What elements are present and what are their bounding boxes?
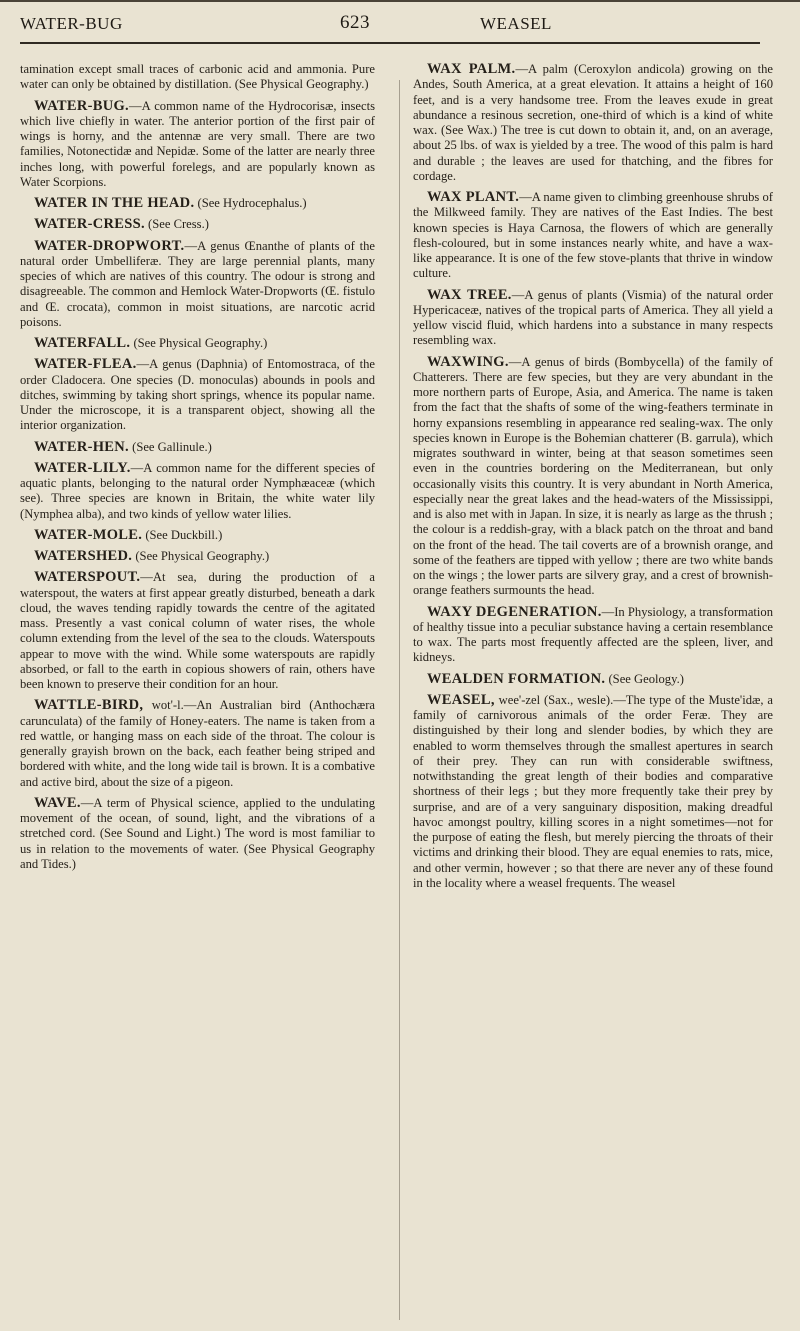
- entry-text: —In Physiology, a transformation of healthy tissue into a peculiar substance having a certain resemblance to wax. The parts most frequently affected are the spleen, liver, and kidneys.: [413, 604, 773, 665]
- entry-wave: [20, 796, 375, 872]
- entry-text: —A common name for the different species of aquatic plants, belonging to the natural order Nymphæaceæ (which see). Three species are known in Britain, the white water lily (Nymphea alba), and two kinds of yellow water lilies.: [20, 460, 375, 521]
- entry-water-dropwort: [20, 239, 375, 331]
- page-number: 623: [340, 12, 370, 33]
- entry-waxy-degeneration: [413, 605, 773, 666]
- entry-water-mole: [20, 528, 375, 543]
- right-column: [413, 62, 773, 897]
- entry-text: —A palm (Ceroxylon andicola) growing on the Andes, South America, at a great elevation. It attains a height of 160 feet, and is a very handsome tree. From the leaves exude in great abundance a resinous secretion, one-third of which is a kind of white wax. (See Wax.) The tree is cut down to obtain it, and, on an average, about 25 lbs. of wax is yielded by a tree. The wood of this palm is hard and durable ; the leaves are used for thatching, and the fibres for cordage.: [413, 62, 773, 183]
- entry-text: —A genus of plants (Vismia) of the natural order Hypericaceæ, natives of the tropical parts of America. They all yield a yellow viscid fluid, which hardens into a substance in many respects resembling wax.: [413, 287, 774, 348]
- entry-text: wot'-l.—An Australian bird (Anthochæra carunculata) of the family of Honey-eaters. The name is taken from a red wattle, or hanging mass on each side of the throat. The colour is generally grayish brown on the back, each feather being striped and bordered with white, and the long wide tail is brown. It is a combative and active bird, about the size of a pigeon.: [20, 698, 375, 789]
- headword: WATER IN THE HEAD.: [34, 195, 195, 211]
- headword: WATERFALL.: [34, 335, 131, 351]
- left-column: [20, 62, 375, 878]
- headword: WAX PALM.: [427, 61, 516, 77]
- entry-text: (See Hydrocephalus.): [194, 196, 307, 210]
- headword: WAVE.: [34, 794, 81, 811]
- headword: WATER-BUG.: [34, 97, 129, 114]
- headword: WAXWING.: [427, 353, 509, 370]
- entry-wealden-formation: [413, 672, 773, 687]
- headword: WATTLE-BIRD,: [34, 697, 144, 714]
- headword: WEALDEN FORMATION.: [427, 670, 606, 687]
- entry-wax-plant: [413, 190, 773, 282]
- entry-text: (See Cress.): [144, 217, 209, 232]
- entry-text: tamination except small traces of carbonic acid and ammonia. Pure water can only be obtained by distillation. (See Physical Geography.): [20, 62, 375, 92]
- entry-watershed: [20, 549, 375, 564]
- entry-text: —A genus (Daphnia) of Entomostraca, of the order Cladocera. One species (D. monoculas) abounds in pools and ditches, swimming by taking short springs, whence its popular name. Under the microscope, it is a transparent object, showing all the interior organization.: [20, 357, 375, 433]
- entry-wax-tree: [413, 288, 773, 349]
- headword: WATER-DROPWORT.: [34, 237, 185, 254]
- entry-water-lily: [20, 461, 375, 522]
- entry-text: —A genus of birds (Bombycella) of the family of Chatterers. There are few species, but they are very abundant in the more northern parts of Europe, Asia, and America. The name is taken from the fact that the shafts of some of the wing-feathers terminate in horny expansions resembling in appearance red sealing-wax. The only species known in Europe is the Bohemian chatterer (B. garrula), which migrates southward in winter, being at that season sometimes seen even in the countries bordering on the Mediterranean, but only occasionally visits this country. It is very abundant in North America, especially near the great lakes and the head-waters of the Mississippi, and is also met with in Japan. In size, it is nearly as large as the thrush ; the colour is a reddish-gray, with a black patch on the throat and band on the front of the head. The tail coverts are of a brownish orange, and some of the feathers are tipped with yellow ; there are two white bands on the wings ; the lower parts are silvery gray, and a crest of brownish-orange feathers surmounts the head.: [413, 354, 773, 598]
- entry-text: (See Physical Geography.): [132, 549, 270, 563]
- entry-wax-palm: [413, 62, 773, 184]
- headword: WATER-CRESS.: [34, 216, 145, 233]
- entry-text: —A name given to climbing greenhouse shrubs of the Milkweed family. They are natives of the East Indies. The best known species is Haya Carnosa, the flowers of which are generally flesh-coloured, but in some instances nearly white, and have a wax-like appearance. It is one of the few stove-plants that thrive in window culture.: [413, 190, 773, 281]
- headword: WATER-LILY.: [34, 459, 131, 476]
- headword: WATERSHED.: [34, 548, 133, 564]
- headword: WEASEL,: [427, 691, 495, 708]
- entry-water-flea: [20, 357, 375, 433]
- headword: WAX TREE.: [427, 286, 512, 303]
- entry-water-cress: [20, 217, 375, 232]
- entry-water-bug: [20, 99, 375, 191]
- header-rule: [20, 42, 760, 44]
- headword: WAX PLANT.: [427, 189, 520, 205]
- entry-text: —At sea, during the production of a waterspout, the waters at first appear greatly disturbed, beneath a dark cloud, the waves tending rapidly towards the centre of the agitated mass. Presently a vast conical column of water rises, the whole column extending from the level of the sea to the clouds. Waterspouts appear to move with the wind. While some waterspouts are rapidly absorbed, or fall to the earth in copious showers of rain, others have been known to preserve their condition for an hour.: [20, 570, 375, 691]
- entry-text: (See Duckbill.): [142, 527, 223, 542]
- running-head-right: WEASEL: [480, 14, 552, 33]
- entry-water-hen: [20, 440, 375, 455]
- headword: WATER-HEN.: [34, 438, 129, 455]
- headword: WATERSPOUT.: [34, 569, 141, 586]
- entry-text: (See Geology.): [605, 671, 684, 686]
- headword: WATER-MOLE.: [34, 526, 143, 543]
- entry-text: —A genus Œnanthe of plants of the natural order Umbelliferæ. They are large perennial plants, many species of which are natives of this country. The odour is strong and disagreeable. The common and Hemlock Water-Dropworts (Œ. fistulo and Œ. crocata), common in moist situations, are narcotic acrid poisons.: [20, 238, 375, 329]
- entry-wattle-bird: [20, 698, 375, 790]
- column-divider: [399, 80, 400, 1320]
- entry-text: (See Gallinule.): [128, 439, 212, 454]
- entry-text: (See Physical Geography.): [130, 336, 268, 350]
- entry-weasel: [413, 693, 773, 891]
- entry-text: —A term of Physical science, applied to the undulating movement of the ocean, of sound, light, and the vibrations of a stretched cord. (See Sound and Light.) The word is most familiar to us in relation to the movements of water. (See Physical Geography and Tides.): [20, 795, 375, 871]
- running-head-left: WATER-BUG: [20, 14, 123, 33]
- entry-waterfall: [20, 336, 375, 351]
- entry-text: wee'-zel (Sax., wesle).—The type of the Muste'idæ, a family of carnivorous animals of the order Feræ. They are distinguished by their long and slender bodies, by which they are enabled to worm themselves through the smallest apertures in search of their prey. They can run with considerable swiftness, notwithstanding the great length of their bodies and comparative shortness of their legs ; but they more frequently take their prey by surprise, and are of a very sanguinary disposition, making dreadful havoc amongst poultry, killing scores in a night sometimes—not for the purpose of eating the flesh, but merely piercing the throats of their victims and drinking their blood. They are equal enemies to rats, mice, and other vermin, however ; so that there are never any of these found in the locality where a weasel frequents. The weasel: [413, 692, 773, 890]
- entry-text: —A common name of the Hydrocorisæ, insects which live chiefly in water. The anterior portion of the first pair of wings is horny, and the antennæ are very small. There are two families, Notonectidæ and Nepidæ. Some of the latter are nearly three inches long, with powerful forelegs, and are popularly known as Water Scorpions.: [20, 98, 375, 189]
- entry-waterspout: [20, 570, 375, 692]
- headword: WAXY DEGENERATION.: [427, 603, 602, 620]
- entry-continuation: [20, 62, 375, 93]
- entry-waxwing: [413, 355, 773, 599]
- page-top-edge: [0, 0, 800, 2]
- headword: WATER-FLEA.: [34, 356, 137, 373]
- entry-water-in-the-head: [20, 196, 375, 211]
